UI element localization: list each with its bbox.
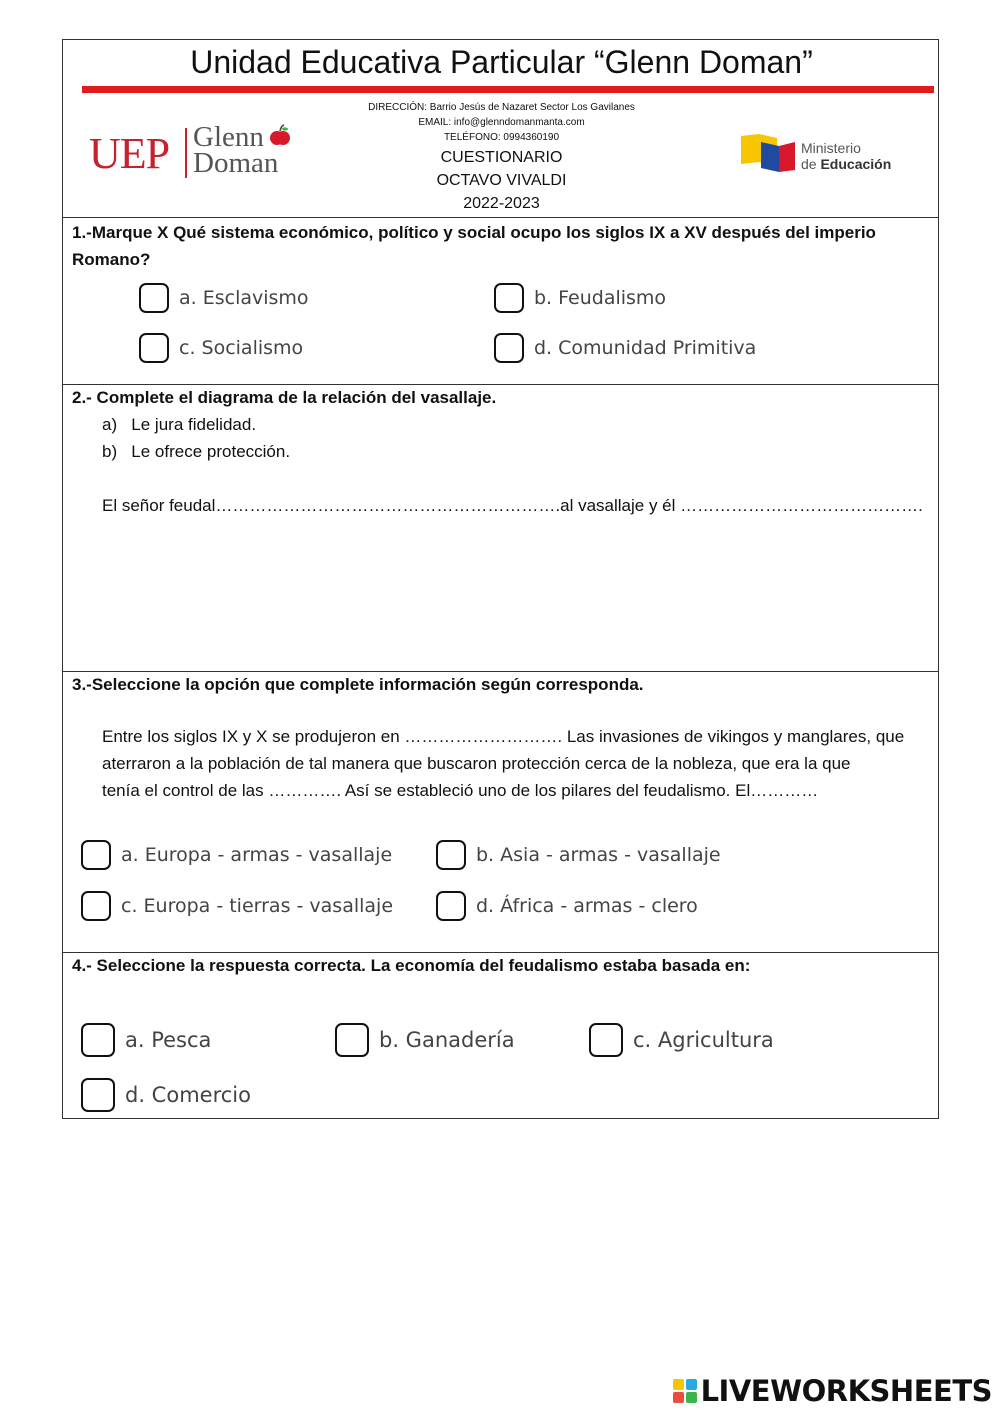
q4-option-b[interactable] [335, 1023, 515, 1057]
checkbox[interactable] [589, 1023, 623, 1057]
q4-title: 4.- Seleccione la respuesta correcta. La economía del feudalismo estaba basada en: [72, 956, 751, 975]
worksheet-frame [62, 39, 939, 1119]
q1-option-a-label: a. Esclavismo [179, 287, 309, 309]
uep-logo-name-line1: Glenn [193, 121, 264, 153]
contact-block [313, 100, 690, 145]
ministerio-line2 [801, 156, 891, 172]
q3-option-b-label: b. Asia - armas - vasallaje [476, 844, 721, 866]
header-red-bar [82, 86, 934, 93]
checkbox[interactable] [436, 840, 466, 870]
q1-title-line1: 1.-Marque X Qué sistema económico, político y social ocupo los siglos IX a XV después del imperio [72, 223, 876, 242]
checkbox[interactable] [494, 333, 524, 363]
uep-logo-name-line2: Doman [193, 147, 279, 179]
q1-title-line2: Romano? [72, 250, 151, 269]
ministerio-line1: Ministerio [801, 140, 861, 156]
q3-title: 3.-Seleccione la opción que complete información según corresponda. [72, 675, 644, 694]
doc-type: CUESTIONARIO [440, 149, 563, 166]
q2-item-a [102, 411, 256, 438]
ministerio-educacion-logo [739, 130, 909, 184]
q3-option-d[interactable] [436, 891, 698, 921]
school-title: Unidad Educativa Particular “Glenn Doman” [190, 44, 813, 80]
q1-option-a[interactable] [139, 283, 309, 313]
q2-title: 2.- Complete el diagrama de la relación del vasallaje. [72, 388, 497, 407]
liveworksheets-brand[interactable] [673, 1374, 992, 1408]
q3-option-b[interactable] [436, 840, 721, 870]
q3-option-d-label: d. África - armas - clero [476, 895, 698, 917]
q1-option-d[interactable] [494, 333, 756, 363]
q3-paragraph-line1: Entre los siglos IX y X se produjeron en ………………………. Las invasiones de vikingos y manglares, que [102, 727, 905, 746]
q1-option-b[interactable] [494, 283, 666, 313]
q3-paragraph-line3: tenía el control de las …………. Así se estableció uno de los pilares del feudalismo. El………… [102, 781, 819, 800]
q4-option-b-label: b. Ganadería [379, 1028, 515, 1052]
divider-header [63, 217, 938, 218]
ministerio-text [801, 140, 891, 172]
checkbox[interactable] [81, 1078, 115, 1112]
uep-glenn-doman-logo [89, 121, 309, 184]
school-year: 2022-2023 [463, 195, 540, 212]
q4-option-a[interactable] [81, 1023, 211, 1057]
uep-logo-abbr: UEP [89, 129, 170, 178]
q2-item-b-marker: b) [102, 442, 118, 461]
checkbox[interactable] [81, 840, 111, 870]
q2-item-a-marker: a) [102, 415, 118, 434]
phone-text: TELÉFONO: 0994360190 [443, 132, 560, 143]
address-text: DIRECCIÓN: Barrio Jesús de Nazaret Sector Los Gavilanes [368, 102, 635, 113]
q1-option-c[interactable] [139, 333, 303, 363]
q4-option-c-label: c. Agricultura [633, 1028, 774, 1052]
q1-title [72, 219, 932, 273]
checkbox[interactable] [494, 283, 524, 313]
checkbox[interactable] [139, 333, 169, 363]
q4-option-d[interactable] [81, 1078, 251, 1112]
q3-option-a[interactable] [81, 840, 392, 870]
q1-option-c-label: c. Socialismo [179, 337, 304, 359]
liveworksheets-logo-icon [673, 1379, 697, 1403]
q1-option-d-label: d. Comunidad Primitiva [534, 337, 757, 359]
q2-item-b-text: Le ofrece protección. [131, 442, 291, 461]
q4-option-a-label: a. Pesca [125, 1028, 212, 1052]
liveworksheets-wordmark: LIVEWORKSHEETS [700, 1374, 992, 1408]
q2-item-b [102, 438, 290, 465]
checkbox[interactable] [436, 891, 466, 921]
q1-option-b-label: b. Feudalismo [534, 287, 667, 309]
ecuador-flag-icon [739, 132, 799, 182]
q4-option-d-label: d. Comercio [125, 1083, 251, 1107]
q3-option-a-label: a. Europa - armas - vasallaje [121, 844, 393, 866]
document-info [363, 146, 640, 215]
checkbox[interactable] [81, 891, 111, 921]
q2-sentence: El señor feudal…………………………………………………….al vasallaje y él ……………………………………. [102, 496, 923, 515]
q2-item-a-text: Le jura fidelidad. [131, 415, 257, 434]
checkbox[interactable] [139, 283, 169, 313]
uep-logo-name [193, 121, 279, 179]
checkbox[interactable] [335, 1023, 369, 1057]
email-text: EMAIL: info@glenndomanmanta.com [418, 117, 585, 128]
q3-option-c[interactable] [81, 891, 393, 921]
q3-paragraph-line2: aterraron a la población de tal manera que buscaron protección cerca de la nobleza, que era la que [102, 754, 851, 773]
grade-name: OCTAVO VIVALDI [436, 172, 567, 189]
q3-option-c-label: c. Europa - tierras - vasallaje [121, 895, 394, 917]
ministerio-line2-prefix: de [801, 156, 821, 172]
uep-logo-divider [185, 128, 187, 178]
ministerio-line2-bold: Educación [820, 156, 892, 172]
q4-option-c[interactable] [589, 1023, 774, 1057]
q3-paragraph [102, 723, 932, 804]
checkbox[interactable] [81, 1023, 115, 1057]
apple-icon [269, 124, 291, 148]
